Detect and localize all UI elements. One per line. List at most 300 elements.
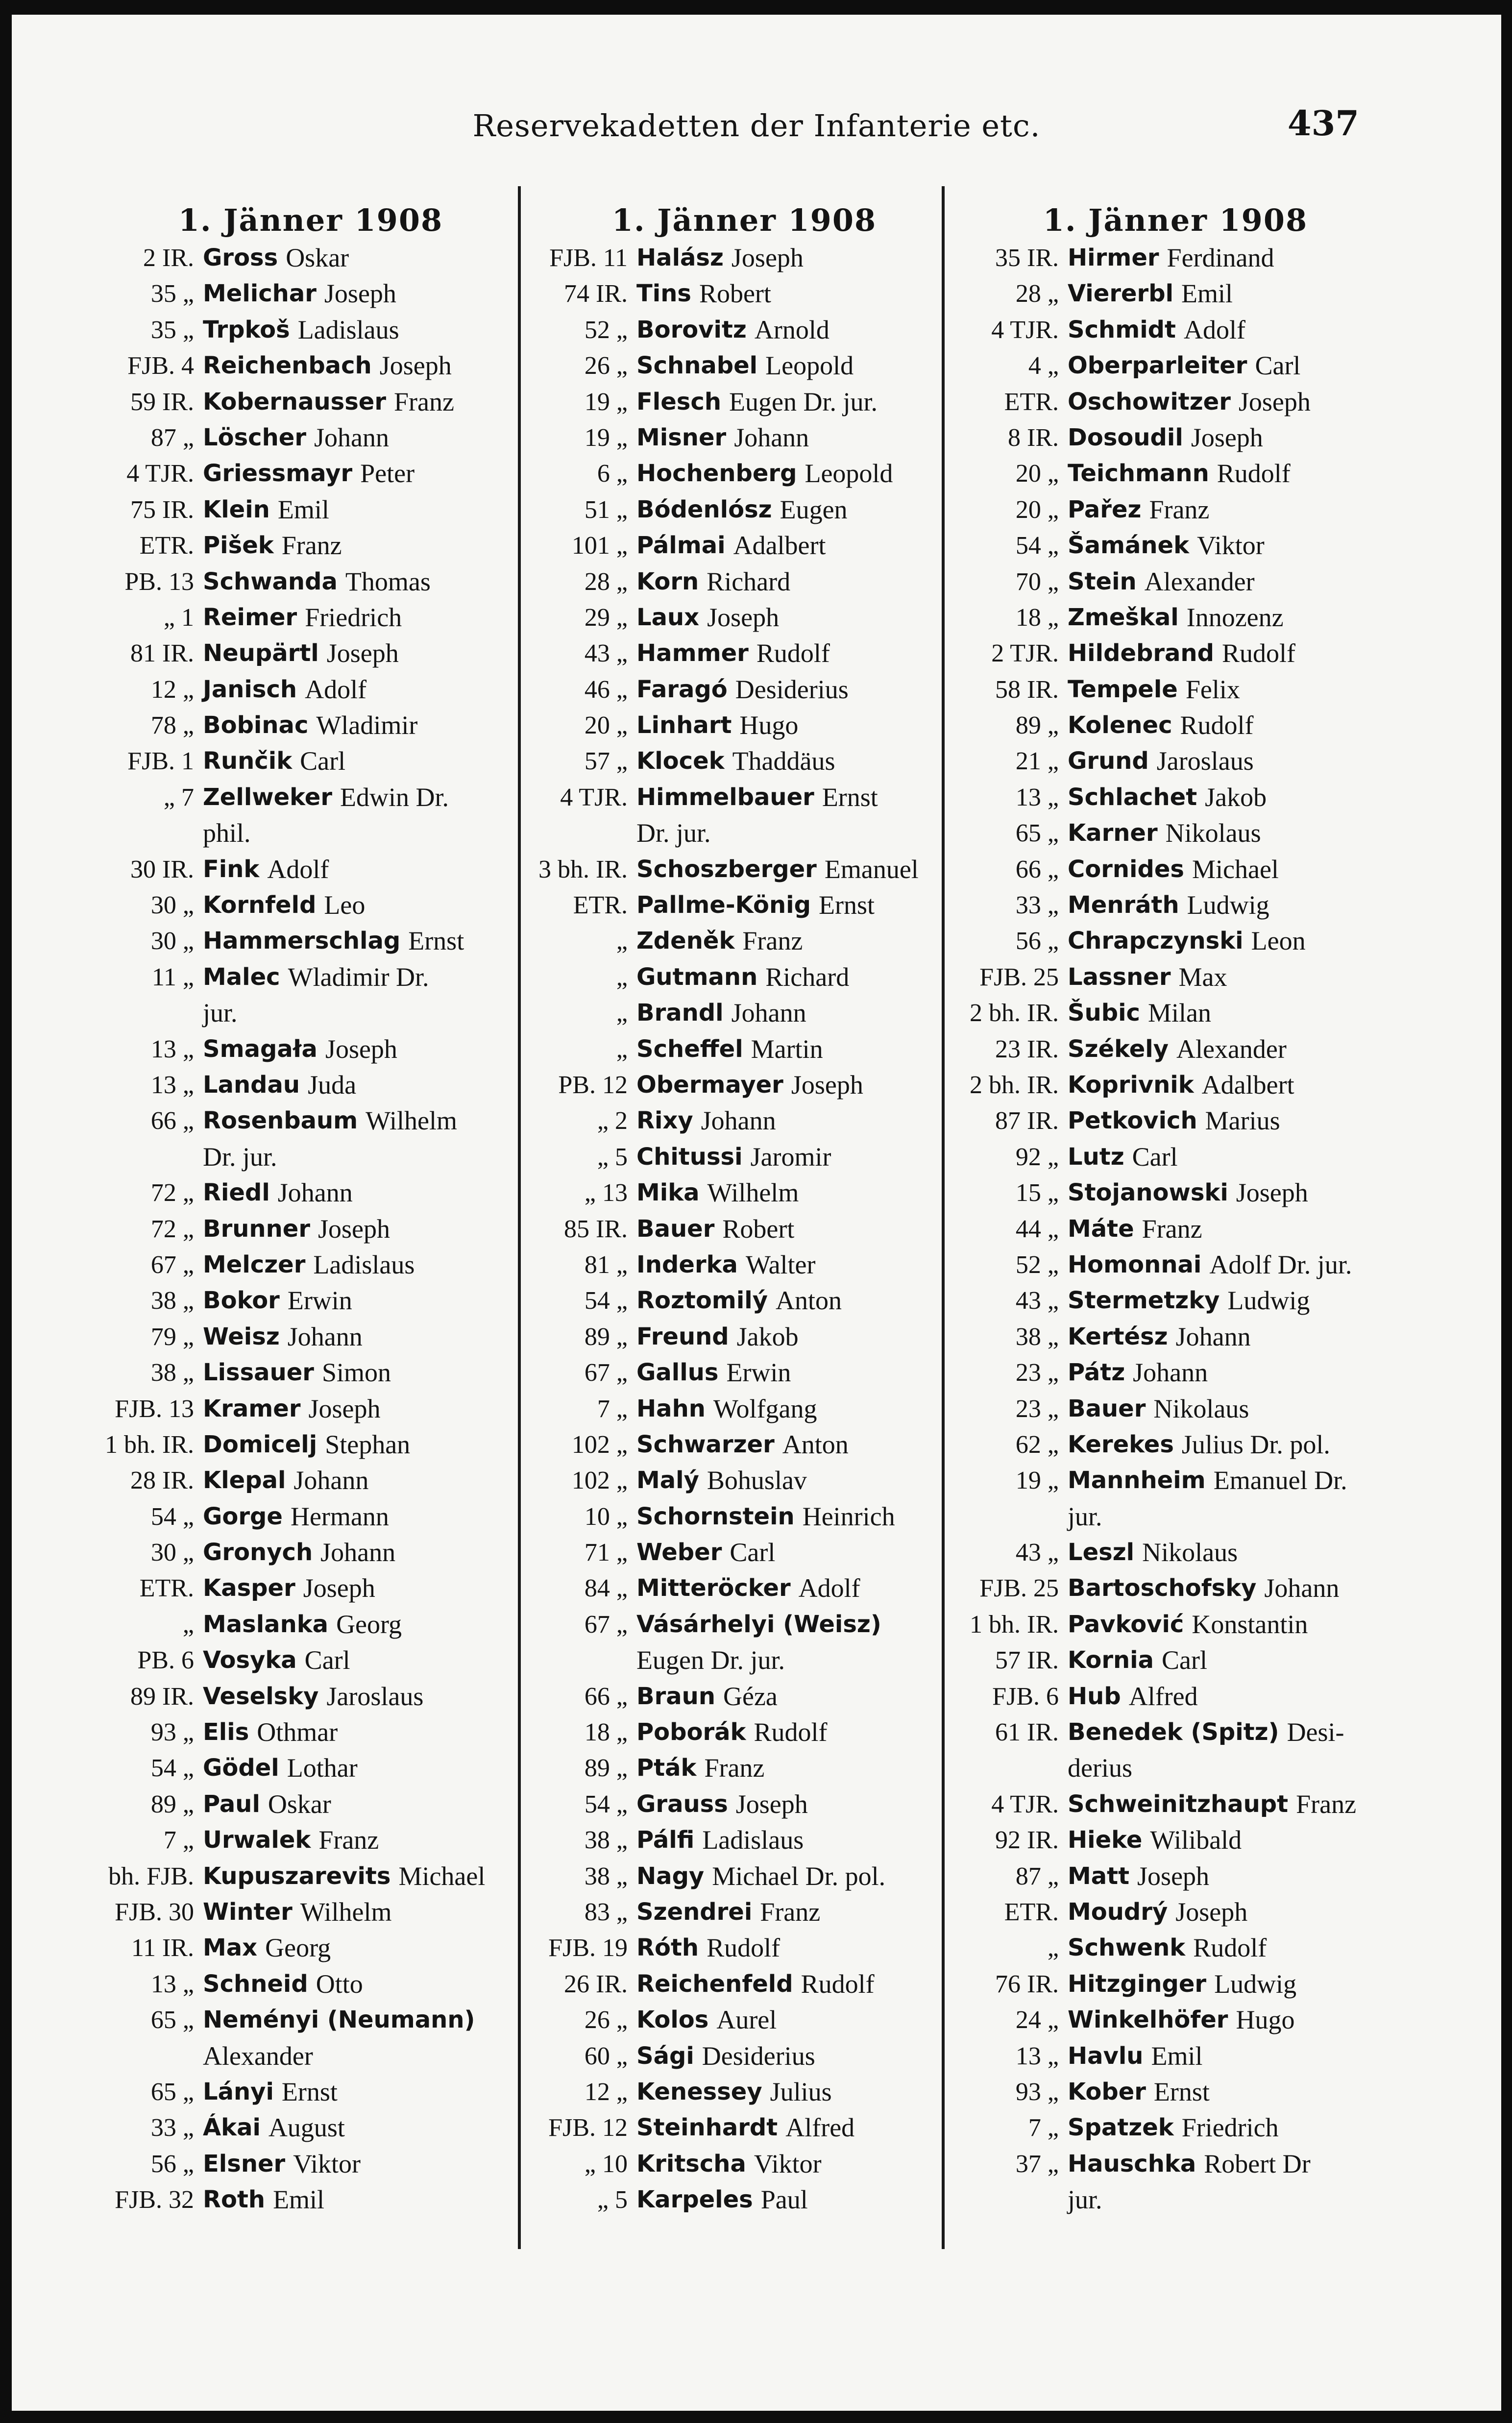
surname: Homonnai (1068, 1250, 1202, 1278)
surname: Szendrei (636, 1898, 753, 1926)
given-name: Otto (316, 1969, 363, 1999)
surname: Klein (203, 495, 270, 523)
unit-reference: 28 „ (584, 567, 628, 596)
list-item (960, 995, 1391, 1031)
surname: Max (203, 1934, 258, 1962)
unit-reference: 2 bh. IR. (970, 999, 1059, 1028)
unit-reference: FJB. 4 (127, 352, 194, 380)
list-item (960, 1175, 1391, 1211)
given-name: Desi- (1287, 1717, 1344, 1747)
list-item (529, 1894, 960, 1930)
surname: Roth (203, 2186, 266, 2214)
entry-list (960, 240, 1391, 2218)
unit-reference: „ (182, 1610, 194, 1639)
surname: Székely (1068, 1035, 1169, 1063)
surname: Pálfi (636, 1826, 695, 1854)
unit-reference: 46 „ (584, 675, 628, 704)
column-heading: 1. Jänner 1908 (611, 202, 877, 238)
list-item (529, 923, 960, 959)
list-item (529, 2110, 960, 2146)
given-name: Wladimir (316, 710, 418, 740)
list-item (95, 1499, 526, 1535)
list-item (95, 1607, 526, 1642)
entry-continuation: Dr. jur. (203, 1142, 277, 1172)
given-name: Joseph (731, 243, 804, 272)
list-item (95, 887, 526, 923)
surname: Tempele (1068, 675, 1178, 703)
unit-reference: 4 TJR. (560, 783, 628, 811)
unit-reference: „ (616, 999, 628, 1028)
given-name: Carl (1132, 1142, 1178, 1172)
unit-reference: 56 „ (1015, 927, 1059, 955)
surname: Rosenbaum (203, 1107, 358, 1135)
given-name: Michael Dr. pol. (712, 1861, 886, 1891)
unit-reference: 78 „ (150, 711, 194, 740)
surname: Nagy (636, 1862, 705, 1890)
given-name: Heinrich (802, 1501, 895, 1531)
unit-reference: FJB. 25 (979, 1574, 1059, 1603)
unit-reference: 35 „ (150, 316, 194, 344)
list-item (960, 1570, 1391, 1606)
surname: Winkelhöfer (1068, 2006, 1228, 2034)
given-name: Stephan (325, 1429, 411, 1459)
given-name: Joseph (1236, 1178, 1308, 1208)
unit-reference: 54 „ (150, 1502, 194, 1531)
unit-reference: 35 „ (150, 280, 194, 308)
given-name: Georg (336, 1609, 402, 1639)
unit-reference: „ 5 (597, 2186, 628, 2214)
list-item (95, 492, 526, 528)
surname: Obermayer (636, 1071, 783, 1099)
unit-reference: 7 „ (1028, 2114, 1059, 2142)
list-item (529, 1031, 960, 1067)
surname: Misner (636, 423, 727, 451)
surname: Hammerschlag (203, 927, 401, 955)
list-item (95, 384, 526, 420)
unit-reference: 89 „ (1015, 711, 1059, 740)
surname: Weber (636, 1539, 722, 1566)
given-name: Joseph (735, 1789, 808, 1819)
given-name: Viktor (1197, 531, 1265, 561)
unit-reference: 93 „ (150, 1718, 194, 1747)
unit-reference: 85 IR. (564, 1215, 628, 1243)
list-item (529, 1391, 960, 1427)
list-item (529, 564, 960, 600)
given-name: Joseph (318, 1214, 390, 1244)
list-item (95, 1463, 526, 1498)
list-item (960, 815, 1391, 851)
list-item (529, 1139, 960, 1175)
list-item (95, 708, 526, 743)
surname: Löscher (203, 423, 306, 451)
unit-reference: 59 IR. (130, 388, 194, 416)
unit-reference: 2 TJR. (991, 639, 1059, 668)
unit-reference: 65 „ (1015, 819, 1059, 848)
unit-reference: FJB. 19 (548, 1934, 628, 1962)
given-name: Oskar (268, 1789, 331, 1819)
list-item (95, 672, 526, 708)
surname: Reichenbach (203, 352, 372, 380)
list-item (95, 1211, 526, 1247)
given-name: Emil (273, 2185, 325, 2215)
given-name: Jaroslaus (326, 1681, 424, 1711)
given-name: Johann (701, 1106, 776, 1136)
unit-reference: FJB. 12 (548, 2114, 628, 2142)
list-item (95, 1714, 526, 1750)
given-name: Ernst (822, 782, 878, 812)
given-name: Jaromir (750, 1142, 831, 1172)
given-name: Rudolf (1221, 638, 1295, 668)
list-item (529, 1679, 960, 1714)
unit-reference: 4 TJR. (991, 1790, 1059, 1818)
given-name: Joseph (707, 602, 780, 632)
given-name: Franz (1296, 1789, 1357, 1819)
list-item (960, 1714, 1391, 1750)
list-item (960, 636, 1391, 671)
list-item (529, 1822, 960, 1858)
given-name: Rudolf (756, 638, 830, 668)
surname: Pišek (203, 532, 274, 560)
page-number: 437 (1287, 103, 1359, 144)
given-name: Viktor (293, 2149, 361, 2178)
surname: Fink (203, 855, 260, 883)
list-item (95, 743, 526, 779)
list-item (95, 420, 526, 456)
list-item (960, 1930, 1391, 1966)
surname: Elsner (203, 2150, 286, 2178)
list-item (960, 1966, 1391, 2002)
surname: Malý (636, 1467, 699, 1494)
surname: Borovitz (636, 316, 747, 343)
list-item (529, 240, 960, 276)
unit-reference: 67 „ (150, 1250, 194, 1279)
list-item (960, 1427, 1391, 1463)
unit-reference: 1 bh. IR. (105, 1430, 194, 1459)
unit-reference: 3 bh. IR. (538, 855, 628, 883)
list-item (960, 708, 1391, 743)
surname: Mika (636, 1179, 700, 1207)
surname: Steinhardt (636, 2114, 778, 2142)
unit-reference: 13 „ (150, 1035, 194, 1063)
unit-reference: 102 „ (571, 1467, 628, 1495)
surname: Pavković (1068, 1610, 1184, 1638)
list-item (529, 528, 960, 563)
list-item (95, 1679, 526, 1714)
surname: Zdeněk (636, 927, 735, 955)
surname: Pálmai (636, 532, 726, 560)
surname: Kobernausser (203, 388, 387, 416)
unit-reference: 38 „ (150, 1287, 194, 1315)
list-item (529, 1714, 960, 1750)
surname: Šubic (1068, 999, 1141, 1027)
unit-reference: „ 13 (584, 1179, 628, 1207)
unit-reference: 19 „ (584, 388, 628, 416)
given-name: Carl (304, 1645, 350, 1675)
surname: Gallus (636, 1359, 719, 1387)
list-item (960, 1822, 1391, 1858)
list-item (95, 2110, 526, 2146)
surname: Hub (1068, 1682, 1121, 1710)
surname: Hochenberg (636, 460, 797, 488)
given-name: Jakob (736, 1322, 799, 1351)
given-name: Joseph (791, 1070, 863, 1100)
surname: Kerekes (1068, 1430, 1174, 1458)
unit-reference: 61 IR. (995, 1718, 1059, 1747)
list-item (529, 1787, 960, 1822)
list-item (529, 1966, 960, 2002)
list-item (960, 1391, 1391, 1427)
list-item (529, 2146, 960, 2182)
unit-reference: 10 „ (584, 1502, 628, 1531)
list-item (960, 743, 1391, 779)
list-item (529, 348, 960, 384)
unit-reference: 43 „ (1015, 1539, 1059, 1567)
unit-reference: 19 „ (584, 423, 628, 452)
given-name: Hermann (290, 1501, 389, 1531)
given-name: Walter (745, 1249, 816, 1279)
unit-reference: 83 „ (584, 1898, 628, 1926)
given-name: Thaddäus (732, 746, 835, 776)
unit-reference: FJB. 25 (979, 963, 1059, 991)
surname: Grauss (636, 1790, 728, 1818)
list-item (960, 1103, 1391, 1139)
unit-reference: 89 IR. (130, 1682, 194, 1711)
entry-continuation: jur. (1068, 1501, 1102, 1531)
list-item (95, 1750, 526, 1786)
running-head: Reservekadetten der Infanterie etc. (472, 108, 1041, 144)
column-1 (95, 201, 526, 2218)
surname: Gorge (203, 1502, 283, 1530)
unit-reference: 4 TJR. (126, 460, 194, 488)
surname: Spatzek (1068, 2114, 1174, 2142)
unit-reference: 20 „ (1015, 495, 1059, 524)
given-name: Johann (734, 422, 809, 452)
given-name: Franz (1149, 494, 1210, 524)
unit-reference: 67 „ (584, 1610, 628, 1639)
given-name: Adolf (1183, 315, 1245, 344)
surname: Lutz (1068, 1143, 1124, 1171)
surname: Bobinac (203, 711, 309, 739)
list-item (529, 384, 960, 420)
book-page (12, 15, 1501, 2411)
surname: Kornfeld (203, 891, 317, 919)
unit-reference: 7 „ (163, 1826, 194, 1855)
given-name: Johann (731, 998, 806, 1028)
list-item (960, 923, 1391, 959)
given-name: Peter (360, 459, 415, 489)
surname: Hildebrand (1068, 639, 1214, 667)
unit-reference: 89 „ (150, 1790, 194, 1818)
list-item (960, 1607, 1391, 1642)
given-name: Michael (398, 1861, 486, 1891)
surname: Reichenfeld (636, 1970, 793, 1998)
given-name: Joseph (1238, 387, 1311, 416)
unit-reference: 54 „ (584, 1287, 628, 1315)
unit-reference: PB. 13 (124, 567, 194, 596)
given-name: Joseph (1137, 1861, 1210, 1891)
entry-continuation: jur. (203, 998, 238, 1028)
list-item (529, 708, 960, 743)
given-name: Wilhelm (366, 1106, 457, 1136)
given-name: Franz (742, 926, 803, 956)
list-item (529, 1355, 960, 1391)
unit-reference: 15 „ (1015, 1179, 1059, 1207)
unit-reference: 93 „ (1015, 2078, 1059, 2106)
given-name: Wilhelm (707, 1178, 799, 1208)
surname: Laux (636, 603, 700, 631)
unit-reference: „ (616, 963, 628, 991)
surname: Landau (203, 1071, 300, 1099)
unit-reference: 101 „ (571, 532, 628, 560)
unit-reference: bh. FJB. (108, 1862, 194, 1890)
list-item (95, 959, 526, 995)
surname: Neupärtl (203, 639, 319, 667)
list-item (960, 1283, 1391, 1319)
list-item (95, 1894, 526, 1930)
list-item (529, 1283, 960, 1319)
given-name: Georg (265, 1933, 331, 1963)
unit-reference: „ (616, 1035, 628, 1063)
surname: Pallme-König (636, 891, 811, 919)
given-name: Franz (394, 387, 454, 416)
list-item (529, 743, 960, 779)
unit-reference: 67 „ (584, 1359, 628, 1387)
surname: Hammer (636, 639, 749, 667)
unit-reference: 33 „ (1015, 891, 1059, 920)
given-name: Richard (765, 962, 850, 992)
given-name: Rudolf (707, 1933, 780, 1963)
given-name: Anton (776, 1286, 842, 1316)
list-item (95, 2146, 526, 2182)
list-item (529, 420, 960, 456)
unit-reference: 57 IR. (995, 1646, 1059, 1675)
entry-continuation: Eugen Dr. jur. (636, 1645, 785, 1675)
list-item (529, 1067, 960, 1103)
list-item (95, 240, 526, 276)
surname: Schlachet (1068, 783, 1197, 811)
list-item (960, 1679, 1391, 1714)
surname: Smagała (203, 1035, 317, 1063)
unit-reference: 6 „ (597, 460, 628, 488)
unit-reference: ETR. (1004, 388, 1059, 416)
list-item (960, 1067, 1391, 1103)
list-item (529, 1427, 960, 1463)
given-name: Anton (782, 1429, 849, 1459)
surname: Bokor (203, 1287, 280, 1315)
column-3 (960, 201, 1391, 2218)
given-name: Adolf (798, 1573, 860, 1603)
list-item (95, 1535, 526, 1570)
list-item (95, 923, 526, 959)
given-name: Johann (293, 1466, 369, 1495)
list-item (960, 1139, 1391, 1175)
given-name: Franz (704, 1753, 765, 1783)
unit-reference: 12 „ (584, 2078, 628, 2106)
unit-reference: 18 „ (584, 1718, 628, 1747)
unit-reference: 81 „ (584, 1250, 628, 1279)
unit-reference: 54 „ (584, 1790, 628, 1818)
list-item (529, 672, 960, 708)
unit-reference: 35 IR. (995, 244, 1059, 272)
surname: Faragó (636, 675, 728, 703)
surname: Petkovich (1068, 1107, 1197, 1135)
given-name: Adalbert (733, 531, 826, 561)
surname: Kupuszarevits (203, 1862, 391, 1890)
list-item (960, 887, 1391, 923)
surname: Lányi (203, 2078, 274, 2105)
surname: Bauer (1068, 1395, 1146, 1422)
surname: Gross (203, 244, 278, 271)
surname: Vásárhelyi (Weisz) (636, 1610, 881, 1638)
list-item (529, 1570, 960, 1606)
surname: Linhart (636, 711, 732, 739)
surname: Oberparleiter (1068, 352, 1247, 380)
surname: Winter (203, 1898, 293, 1926)
given-name: Nikolaus (1142, 1538, 1238, 1567)
surname: Urwalek (203, 1826, 311, 1854)
given-name: Edwin Dr. (340, 782, 449, 812)
surname: Hitzginger (1068, 1970, 1207, 1998)
surname: Benedek (Spitz) (1068, 1718, 1279, 1746)
given-name: Johann (287, 1322, 363, 1351)
given-name: Joseph (324, 279, 396, 309)
unit-reference: 24 „ (1015, 2006, 1059, 2034)
list-item (529, 1859, 960, 1894)
surname: Flesch (636, 388, 721, 416)
surname: Stojanowski (1068, 1179, 1228, 1207)
given-name: Michael (1192, 854, 1279, 884)
given-name: Franz (1142, 1214, 1202, 1244)
list-item (529, 780, 960, 815)
list-item (95, 1175, 526, 1211)
surname: Kasper (203, 1574, 295, 1602)
list-item (960, 1859, 1391, 1894)
given-name: Wladimir Dr. (288, 962, 429, 992)
unit-reference: 2 bh. IR. (970, 1071, 1059, 1099)
list-item (960, 348, 1391, 384)
unit-reference: 81 IR. (130, 639, 194, 668)
entry-list (95, 240, 526, 2218)
surname: Runčik (203, 747, 293, 775)
surname: Kramer (203, 1395, 301, 1422)
given-name: Leopold (765, 351, 854, 381)
list-item (960, 2146, 1391, 2182)
list-item (960, 420, 1391, 456)
list-item (960, 2110, 1391, 2146)
given-name: Rudolf (1193, 1933, 1267, 1963)
unit-reference: 13 „ (150, 1970, 194, 1998)
given-name: Ernst (408, 926, 464, 956)
surname: Bódenlósz (636, 495, 772, 523)
list-item (960, 1247, 1391, 1283)
surname: Pták (636, 1754, 697, 1782)
surname: Grund (1068, 747, 1149, 775)
surname: Paul (203, 1790, 260, 1818)
given-name: Emil (1151, 2041, 1203, 2071)
list-item (95, 1103, 526, 1139)
surname: Hahn (636, 1395, 706, 1422)
list-item (95, 1067, 526, 1103)
surname: Karpeles (636, 2186, 753, 2214)
given-name: Joseph (1191, 422, 1263, 452)
list-item (529, 600, 960, 636)
list-item (529, 1750, 960, 1786)
given-name: Innozenz (1186, 602, 1284, 632)
list-item (960, 1031, 1391, 1067)
unit-reference: 4 „ (1028, 352, 1059, 380)
list-item (95, 1822, 526, 1858)
given-name: Paul (760, 2185, 808, 2215)
